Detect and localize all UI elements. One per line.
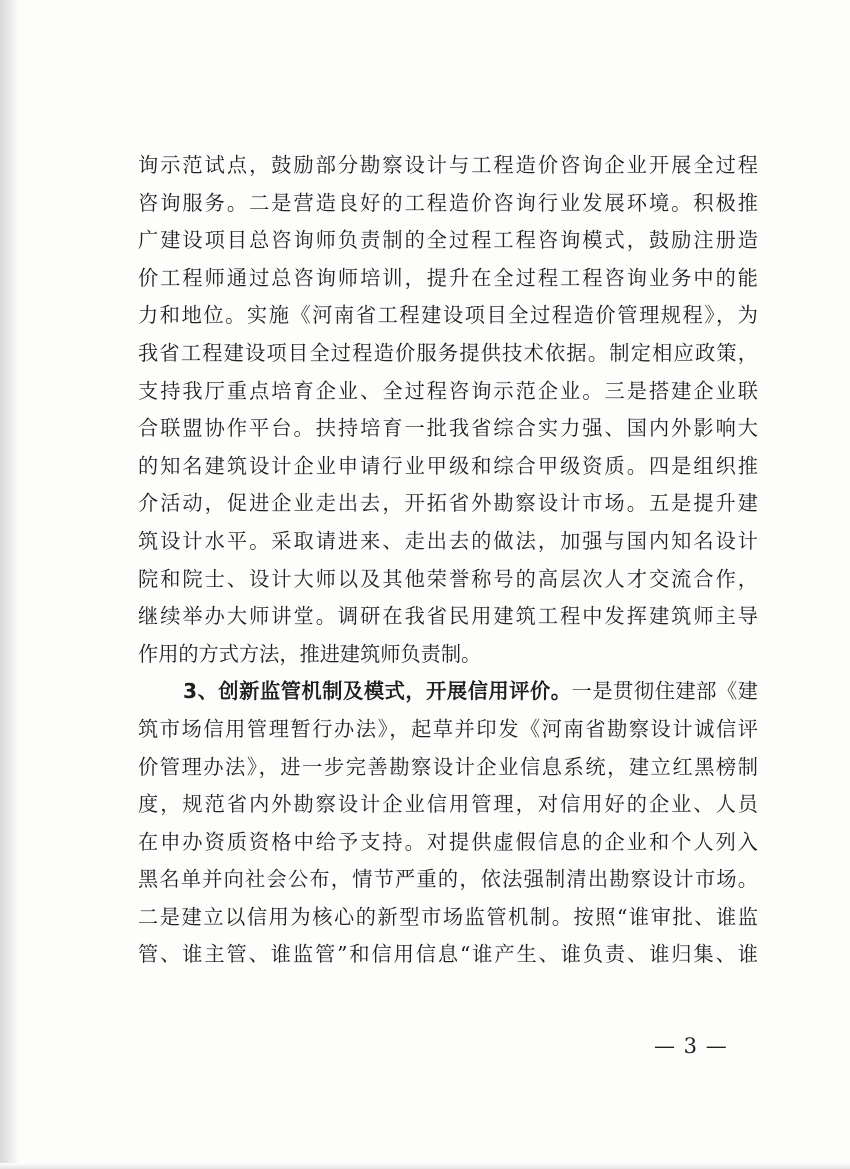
paragraph2-line-2: 筑市场信用管理暂行办法》，起草并印发《河南省勘察设计诚信评 <box>138 716 758 741</box>
paragraph1-line-2: 咨询服务。二是营造良好的工程造价咨询行业发展环境。积极推 <box>138 190 758 215</box>
paragraph2-line-6: 黑名单并向社会公布，情节严重的，依法强制清出勘察设计市场。 <box>138 867 758 892</box>
paragraph2-line-5: 在申办资质资格中给予支持。对提供虚假信息的企业和个人列入 <box>138 829 758 854</box>
paragraph2-line-3: 价管理办法》，进一步完善勘察设计企业信息系统，建立红黑榜制 <box>138 754 758 779</box>
section-heading: 3、创新监管机制及模式，开展信用评价。 <box>183 679 572 704</box>
page-number: — 3 — <box>654 1034 728 1058</box>
paragraph1-line-3: 广建设项目总咨询师负责制的全过程工程咨询模式，鼓励注册造 <box>138 228 758 253</box>
paragraph1-line-10: 介活动，促进企业走出去，开拓省外勘察设计市场。五是提升建 <box>138 491 758 516</box>
paragraph1-line-1: 询示范试点，鼓励部分勘察设计与工程造价咨询企业开展全过程 <box>138 153 758 177</box>
paragraph1-line-14: 作用的方式方法，推进建筑师负责制。 <box>138 641 482 666</box>
paragraph2-line-7: 二是建立以信用为核心的新型市场监管机制。按照“谁审批、谁监 <box>138 904 758 929</box>
paragraph1-line-13: 继续举办大师讲堂。调研在我省民用建筑工程中发挥建筑师主导 <box>138 604 758 629</box>
paragraph1-line-7: 支持我厅重点培育企业、全过程咨询示范企业。三是搭建企业联 <box>138 378 758 403</box>
paragraph1-line-9: 的知名建筑设计企业申请行业甲级和综合甲级资质。四是组织推 <box>138 453 758 478</box>
paragraph2-line-4: 度，规范省内外勘察设计企业信用管理，对信用好的企业、人员 <box>138 792 758 817</box>
paragraph2-first-line-text: 一是贯彻住建部《建 <box>571 679 758 704</box>
scan-bottom-shadow <box>0 1163 850 1169</box>
scan-edge-shadow <box>0 0 18 1169</box>
document-body <box>138 147 758 974</box>
paragraph2-first-line <box>138 673 758 711</box>
paragraph1-line-5: 力和地位。实施《河南省工程建设项目全过程造价管理规程》，为 <box>138 303 758 328</box>
paragraph1-line-11: 筑设计水平。采取请进来、走出去的做法，加强与国内知名设计 <box>138 528 758 553</box>
paragraph1-line-6: 我省工程建设项目全过程造价服务提供技术依据。制定相应政策， <box>138 340 758 365</box>
paragraph1-line-8: 合联盟协作平台。扶持培育一批我省综合实力强、国内外影响大 <box>138 416 758 441</box>
paragraph2-line-8: 管、谁主管、谁监管”和信用信息“谁产生、谁负责、谁归集、谁 <box>138 942 758 967</box>
paragraph1-line-4: 价工程师通过总咨询师培训，提升在全过程工程咨询业务中的能 <box>138 265 758 290</box>
paragraph1-line-12: 院和院士、设计大师以及其他荣誉称号的高层次人才交流合作， <box>138 566 758 591</box>
